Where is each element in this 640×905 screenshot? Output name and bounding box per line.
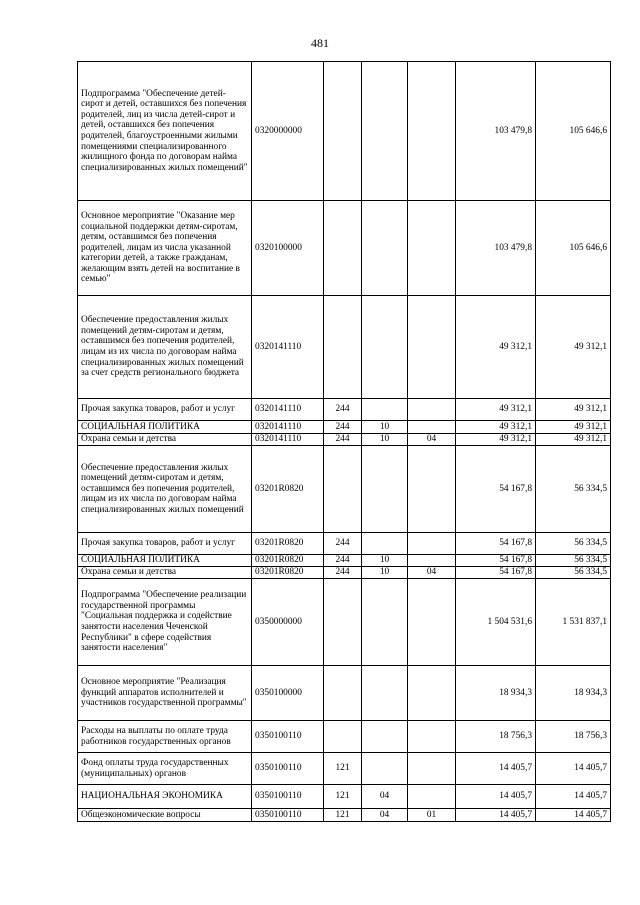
- row-amount-year2-cell: 105 646,6: [536, 201, 611, 296]
- table-row: [78, 446, 611, 533]
- table-row: [78, 567, 611, 579]
- row-amount-year1-cell: 54 167,8: [456, 446, 536, 533]
- row-section-cell: [362, 579, 408, 666]
- row-section-cell: [362, 62, 408, 201]
- table-row: [78, 753, 611, 785]
- row-section-cell: [362, 721, 408, 753]
- row-section-cell: 10: [362, 567, 408, 579]
- row-section-cell: [362, 533, 408, 555]
- table-row: [78, 533, 611, 555]
- row-subsection-cell: [408, 753, 456, 785]
- row-amount-year2-cell: 1 531 837,1: [536, 579, 611, 666]
- row-amount-year2-cell: 49 312,1: [536, 421, 611, 434]
- row-subsection-cell: [408, 296, 456, 399]
- row-section-cell: 10: [362, 434, 408, 446]
- row-name-cell: НАЦИОНАЛЬНАЯ ЭКОНОМИКА: [78, 785, 252, 809]
- row-section-cell: [362, 666, 408, 721]
- row-code-cell: 0320100000: [252, 201, 324, 296]
- row-expense-type-cell: [324, 579, 362, 666]
- row-name-cell: Фонд оплаты труда государственных (муниципальных) органов: [78, 753, 252, 785]
- row-name-cell: Основное мероприятие "Реализация функций аппаратов исполнителей и участников государственной программы": [78, 666, 252, 721]
- row-section-cell: 04: [362, 809, 408, 822]
- table-row: [78, 62, 611, 201]
- row-amount-year2-cell: 14 405,7: [536, 753, 611, 785]
- row-expense-type-cell: 244: [324, 567, 362, 579]
- budget-table: [77, 61, 611, 822]
- table-row: [78, 421, 611, 434]
- row-section-cell: 04: [362, 785, 408, 809]
- row-amount-year1-cell: 49 312,1: [456, 421, 536, 434]
- row-code-cell: 03201R0820: [252, 533, 324, 555]
- row-amount-year2-cell: 14 405,7: [536, 785, 611, 809]
- row-expense-type-cell: [324, 296, 362, 399]
- table-row: [78, 434, 611, 446]
- row-subsection-cell: [408, 399, 456, 421]
- row-name-cell: Обеспечение предоставления жилых помещений детям-сиротам и детям, оставшимся без попечения родителей, лицам из их числа по договорам найма специализированных жилых помещений: [78, 446, 252, 533]
- row-subsection-cell: 04: [408, 434, 456, 446]
- row-amount-year2-cell: 56 334,5: [536, 533, 611, 555]
- row-code-cell: 0350100000: [252, 666, 324, 721]
- row-section-cell: [362, 446, 408, 533]
- row-amount-year1-cell: 54 167,8: [456, 555, 536, 567]
- row-amount-year1-cell: 14 405,7: [456, 785, 536, 809]
- row-name-cell: СОЦИАЛЬНАЯ ПОЛИТИКА: [78, 555, 252, 567]
- row-expense-type-cell: 121: [324, 809, 362, 822]
- row-amount-year2-cell: 14 405,7: [536, 809, 611, 822]
- row-section-cell: [362, 753, 408, 785]
- row-subsection-cell: [408, 62, 456, 201]
- table-row: [78, 721, 611, 753]
- row-code-cell: 03201R0820: [252, 555, 324, 567]
- row-amount-year1-cell: 54 167,8: [456, 533, 536, 555]
- table-row: [78, 809, 611, 822]
- row-name-cell: Основное мероприятие "Оказание мер социальной поддержки детям-сиротам, детям, оставшимся без попечения родителей, лицам из числа указанной категории детей, а также гражданам, желающим взять детей на воспитание в семью": [78, 201, 252, 296]
- row-expense-type-cell: 244: [324, 533, 362, 555]
- row-amount-year1-cell: 103 479,8: [456, 201, 536, 296]
- row-name-cell: Охрана семьи и детства: [78, 434, 252, 446]
- row-amount-year2-cell: 56 334,5: [536, 555, 611, 567]
- table-row: [78, 579, 611, 666]
- table-row: [78, 296, 611, 399]
- row-expense-type-cell: [324, 62, 362, 201]
- row-name-cell: Общеэкономические вопросы: [78, 809, 252, 822]
- row-subsection-cell: [408, 201, 456, 296]
- row-subsection-cell: [408, 421, 456, 434]
- row-amount-year1-cell: 1 504 531,6: [456, 579, 536, 666]
- table-row: [78, 399, 611, 421]
- row-amount-year1-cell: 49 312,1: [456, 399, 536, 421]
- row-code-cell: 0350100110: [252, 809, 324, 822]
- row-code-cell: 0350100110: [252, 721, 324, 753]
- row-amount-year2-cell: 18 934,3: [536, 666, 611, 721]
- row-name-cell: Прочая закупка товаров, работ и услуг: [78, 533, 252, 555]
- row-subsection-cell: 04: [408, 567, 456, 579]
- row-name-cell: Обеспечение предоставления жилых помещений детям-сиротам и детям, оставшимся без попечения родителей, лицам из их числа по договорам найма специализированных жилых помещений за счет средств регионального бюджета: [78, 296, 252, 399]
- row-expense-type-cell: 121: [324, 785, 362, 809]
- row-section-cell: 10: [362, 555, 408, 567]
- row-code-cell: 0350000000: [252, 579, 324, 666]
- row-expense-type-cell: [324, 721, 362, 753]
- row-expense-type-cell: [324, 446, 362, 533]
- row-expense-type-cell: 121: [324, 753, 362, 785]
- row-name-cell: Расходы на выплаты по оплате труда работников государственных органов: [78, 721, 252, 753]
- row-code-cell: 03201R0820: [252, 567, 324, 579]
- row-section-cell: 10: [362, 421, 408, 434]
- page-number: 481: [311, 36, 329, 50]
- row-subsection-cell: [408, 666, 456, 721]
- row-amount-year2-cell: 56 334,5: [536, 567, 611, 579]
- row-expense-type-cell: 244: [324, 434, 362, 446]
- row-amount-year2-cell: 56 334,5: [536, 446, 611, 533]
- row-expense-type-cell: [324, 666, 362, 721]
- row-amount-year1-cell: 14 405,7: [456, 809, 536, 822]
- row-amount-year1-cell: 14 405,7: [456, 753, 536, 785]
- row-name-cell: Прочая закупка товаров, работ и услуг: [78, 399, 252, 421]
- table-row: [78, 666, 611, 721]
- row-amount-year2-cell: 49 312,1: [536, 434, 611, 446]
- row-code-cell: 0350100110: [252, 753, 324, 785]
- row-name-cell: Подпрограмма "Обеспечение реализации государственной программы "Социальная поддержка и содействие занятости населения Чеченской Республики" в сфере содействия занятости населения": [78, 579, 252, 666]
- row-code-cell: 0320141110: [252, 296, 324, 399]
- row-code-cell: 0320141110: [252, 434, 324, 446]
- row-amount-year2-cell: 49 312,1: [536, 399, 611, 421]
- row-code-cell: 0320000000: [252, 62, 324, 201]
- row-expense-type-cell: 244: [324, 421, 362, 434]
- row-expense-type-cell: 244: [324, 399, 362, 421]
- row-code-cell: 03201R0820: [252, 446, 324, 533]
- row-amount-year1-cell: 54 167,8: [456, 567, 536, 579]
- row-amount-year2-cell: 49 312,1: [536, 296, 611, 399]
- row-amount-year1-cell: 103 479,8: [456, 62, 536, 201]
- row-subsection-cell: [408, 555, 456, 567]
- row-amount-year1-cell: 49 312,1: [456, 296, 536, 399]
- row-name-cell: СОЦИАЛЬНАЯ ПОЛИТИКА: [78, 421, 252, 434]
- row-section-cell: [362, 399, 408, 421]
- row-amount-year1-cell: 18 934,3: [456, 666, 536, 721]
- row-amount-year2-cell: 18 756,3: [536, 721, 611, 753]
- row-subsection-cell: [408, 446, 456, 533]
- row-expense-type-cell: 244: [324, 555, 362, 567]
- row-amount-year1-cell: 49 312,1: [456, 434, 536, 446]
- row-subsection-cell: [408, 579, 456, 666]
- table-row: [78, 785, 611, 809]
- row-section-cell: [362, 296, 408, 399]
- row-expense-type-cell: [324, 201, 362, 296]
- table-row: [78, 201, 611, 296]
- row-code-cell: 0320141110: [252, 399, 324, 421]
- row-amount-year1-cell: 18 756,3: [456, 721, 536, 753]
- row-subsection-cell: [408, 785, 456, 809]
- table-row: [78, 555, 611, 567]
- row-code-cell: 0320141110: [252, 421, 324, 434]
- row-subsection-cell: [408, 721, 456, 753]
- row-subsection-cell: 01: [408, 809, 456, 822]
- row-amount-year2-cell: 105 646,6: [536, 62, 611, 201]
- row-section-cell: [362, 201, 408, 296]
- row-code-cell: 0350100110: [252, 785, 324, 809]
- row-name-cell: Охрана семьи и детства: [78, 567, 252, 579]
- row-name-cell: Подпрограмма "Обеспечение детей-сирот и детей, оставшихся без попечения родителей, лиц из числа детей-сирот и детей, оставшихся без попечения родителей, благоустроенными жилыми помещениями специализированного жилищного фонда по договорам найма специализированных жилых помещений": [78, 62, 252, 201]
- row-subsection-cell: [408, 533, 456, 555]
